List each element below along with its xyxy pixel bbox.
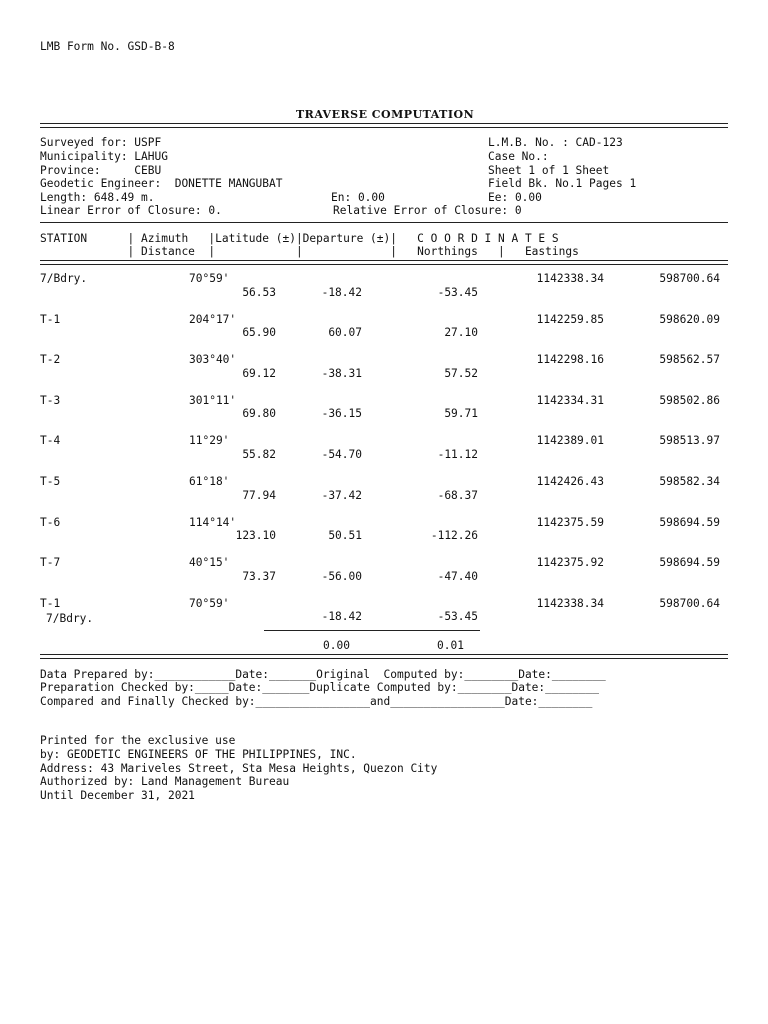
cell-easting: 598582.34: [659, 475, 720, 488]
cell-easting: 598562.57: [659, 353, 720, 367]
cell-easting: 598700.64: [659, 596, 720, 610]
cell-northing: 1142334.31: [536, 393, 604, 407]
cell-easting: 598694.59: [659, 556, 720, 570]
geodetic-engineer: Geodetic Engineer: DONETTE MANGUBAT: [40, 177, 283, 190]
cell-departure: -53.45: [437, 610, 478, 624]
cell-azimuth: 114°14': [189, 515, 237, 529]
linear-error: Linear Error of Closure: 0.: [40, 204, 222, 217]
cell-distance: 56.53: [242, 285, 276, 299]
cell-departure: -112.26: [430, 529, 478, 543]
signature-line-3: Compared and Finally Checked by:_________________and_________________Date:________: [40, 695, 593, 708]
cell-latitude: -18.42: [321, 285, 362, 299]
province: Province: CEBU: [40, 164, 162, 177]
case-number: Case No.:: [488, 150, 549, 163]
cell-departure: -11.12: [437, 447, 478, 461]
cell-northing: 1142259.85: [536, 312, 604, 326]
cell-station: T-5: [40, 475, 61, 488]
total-latitude: 0.00: [323, 639, 350, 652]
signature-line-2: Preparation Checked by:_____Date:_______Duplicate Computed by:________Date:________: [40, 681, 600, 694]
cell-station: T-3: [40, 393, 61, 407]
cell-distance: 65.90: [242, 326, 276, 340]
cell-easting: 598700.64: [659, 272, 720, 285]
cell-distance: 73.37: [242, 569, 276, 583]
cell-departure: 59.71: [444, 407, 478, 421]
municipality: Municipality: LAHUG: [40, 150, 168, 163]
cell-distance: 69.12: [242, 366, 276, 380]
cell-latitude: -56.00: [321, 569, 362, 583]
table-header-line1: STATION | Azimuth |Latitude (±)|Departure (±)| C O O R D I N A T E S: [40, 232, 559, 245]
cell-latitude: -36.15: [321, 407, 362, 421]
cell-northing: 1142426.43: [536, 475, 604, 488]
cell-station: T-6: [40, 515, 61, 529]
page-title: TRAVERSE COMPUTATION: [296, 108, 475, 121]
en-value: En: 0.00: [331, 191, 385, 204]
form-number: LMB Form No. GSD-B-8: [40, 40, 175, 53]
cell-azimuth: 301°11': [189, 393, 237, 407]
cell-latitude: -37.42: [321, 488, 362, 502]
cell-northing: 1142375.92: [536, 556, 604, 570]
cell-distance: 69.80: [242, 407, 276, 421]
footer-line-5: Until December 31, 2021: [40, 789, 195, 802]
double-rule-top: [40, 123, 728, 128]
field-book: Field Bk. No.1 Pages 1: [488, 177, 637, 190]
cell-easting: 598502.86: [659, 393, 720, 407]
cell-latitude: -18.42: [321, 610, 362, 624]
surveyed-for: Surveyed for: USPF: [40, 136, 162, 149]
rule-header-top: [40, 222, 728, 223]
total-departure: 0.01: [437, 639, 464, 652]
cell-station: T-7: [40, 556, 61, 570]
ee-value: Ee: 0.00: [488, 191, 542, 204]
cell-departure: -53.45: [437, 285, 478, 299]
cell-easting: 598694.59: [659, 515, 720, 529]
cell-northing: 1142375.59: [536, 515, 604, 529]
relative-error: Relative Error of Closure: 0: [333, 204, 522, 217]
cell-latitude: -54.70: [321, 447, 362, 461]
cell-azimuth: 70°59': [189, 596, 230, 610]
cell-distance: 123.10: [235, 529, 276, 543]
footer-line-1: Printed for the exclusive use: [40, 734, 236, 747]
cell-azimuth: 61°18': [189, 475, 230, 488]
length: Length: 648.49 m.: [40, 191, 155, 204]
cell-northing: 1142338.34: [536, 596, 604, 610]
cell-station: T-2: [40, 353, 61, 367]
cell-latitude: 50.51: [328, 529, 362, 543]
cell-azimuth: 70°59': [189, 272, 230, 285]
cell-easting: 598620.09: [659, 312, 720, 326]
double-rule-bottom: [40, 654, 728, 659]
lmb-number: L.M.B. No. : CAD-123: [488, 136, 623, 149]
closing-station: 7/Bdry.: [46, 612, 94, 625]
cell-departure: -47.40: [437, 569, 478, 583]
footer-line-4: Authorized by: Land Management Bureau: [40, 775, 290, 788]
cell-northing: 1142389.01: [536, 434, 604, 448]
cell-station: T-4: [40, 434, 61, 448]
cell-easting: 598513.97: [659, 434, 720, 448]
cell-azimuth: 11°29': [189, 434, 230, 448]
cell-station: T-1: [40, 596, 61, 610]
cell-departure: 27.10: [444, 326, 478, 340]
cell-azimuth: 40°15': [189, 556, 230, 570]
cell-northing: 1142298.16: [536, 353, 604, 367]
cell-distance: 77.94: [242, 488, 276, 502]
cell-latitude: -38.31: [321, 366, 362, 380]
table-header-line2: | Distance | | | Northings | Eastings: [40, 245, 579, 258]
cell-northing: 1142338.34: [536, 272, 604, 285]
cell-distance: 55.82: [242, 447, 276, 461]
cell-departure: -68.37: [437, 488, 478, 502]
footer-line-3: Address: 43 Mariveles Street, Sta Mesa Heights, Quezon City: [40, 762, 438, 775]
double-rule-header: [40, 260, 728, 265]
totals-underline: [264, 630, 480, 631]
footer-line-2: by: GEODETIC ENGINEERS OF THE PHILIPPINES, INC.: [40, 748, 357, 761]
sheet-number: Sheet 1 of 1 Sheet: [488, 164, 610, 177]
cell-latitude: 60.07: [328, 326, 362, 340]
cell-station: 7/Bdry.: [40, 272, 88, 285]
cell-station: T-1: [40, 312, 61, 326]
cell-azimuth: 303°40': [189, 353, 237, 367]
signature-line-1: Data Prepared by:____________Date:_______Original Computed by:________Date:________: [40, 668, 606, 681]
cell-azimuth: 204°17': [189, 312, 237, 326]
cell-departure: 57.52: [444, 366, 478, 380]
